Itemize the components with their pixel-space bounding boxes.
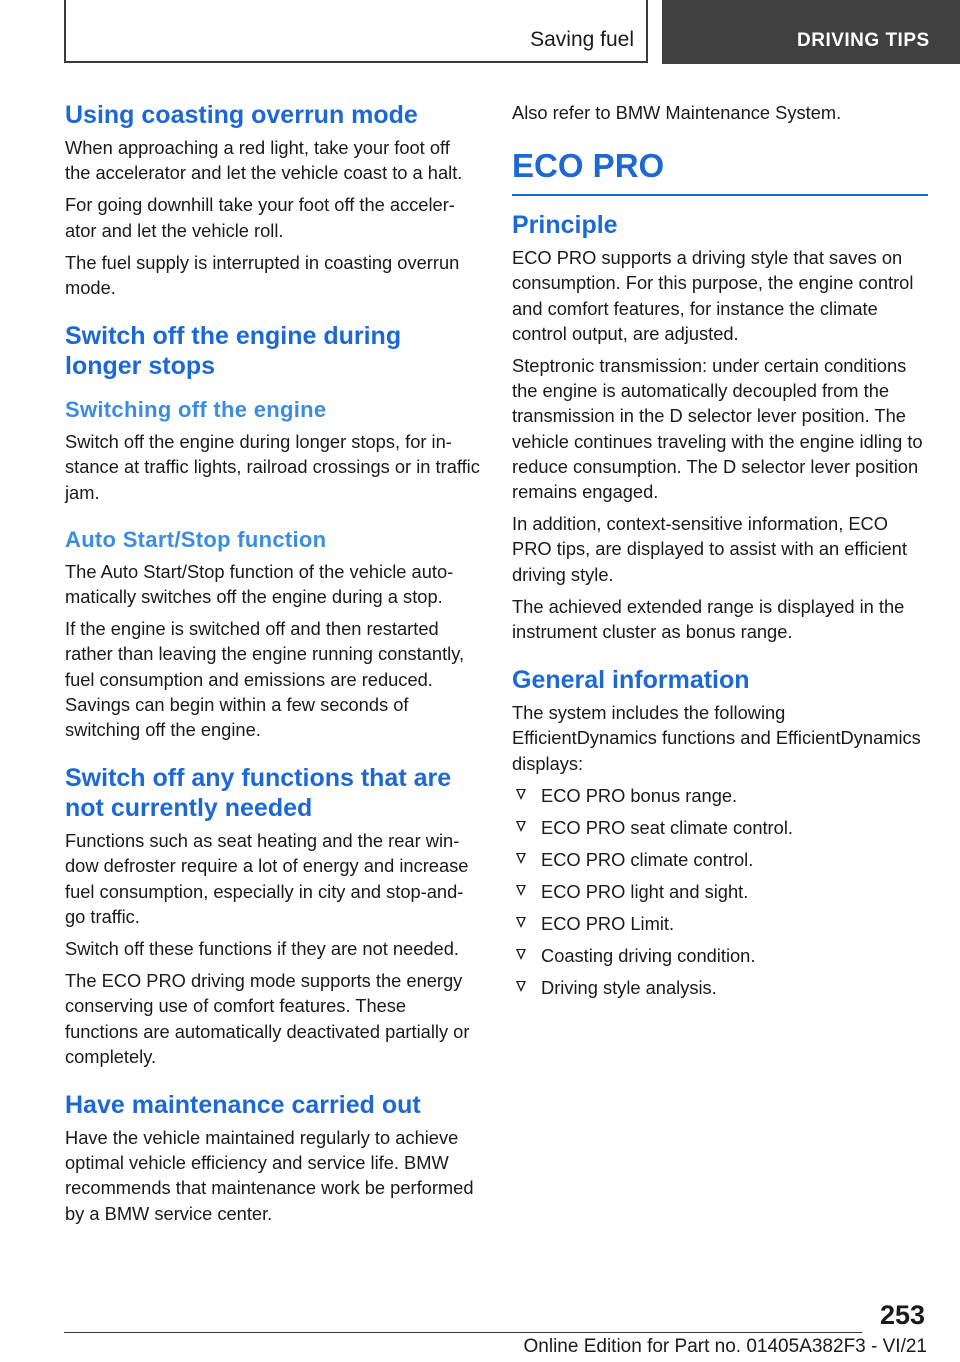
general-info-paragraph: The system includes the following EfficientDynamics functions and EfficientDynamics displays:: [512, 702, 921, 774]
functions-paragraph-1: Functions such as seat heating and the rear window defroster require a lot of energy and increase fuel consumption, especially in city and stop-and-go traffic.: [65, 830, 469, 927]
switching-subheading: Switching off the engine: [65, 397, 327, 423]
coasting-heading: Using coasting overrun mode: [65, 101, 418, 129]
functions-paragraph-2: Switch off these functions if they are not needed.: [65, 938, 459, 960]
list-item: Coasting driving condition.: [512, 943, 928, 968]
autostart-subheading: Auto Start/Stop function: [65, 526, 327, 552]
triangle-bullet-icon: [516, 885, 526, 896]
functions-paragraph-3: The ECO PRO driving mode supports the energy conserving use of comfort features. These functions are automatically deactivated partially or completely.: [65, 970, 470, 1067]
header-chapter-tab: DRIVING TIPS: [662, 0, 960, 64]
coasting-paragraph-3: The fuel supply is interrupted in coasting overrun mode.: [65, 251, 460, 299]
footer-divider: [64, 1332, 862, 1333]
left-column: [65, 100, 480, 1233]
principle-paragraph-1: ECO PRO supports a driving style that saves on consumption. For this purpose, the engine control and comfort features, for instance the climate control output, are adjusted.: [512, 247, 914, 344]
triangle-bullet-icon: [516, 917, 526, 928]
triangle-bullet-icon: [516, 789, 526, 800]
triangle-bullet-icon: [516, 949, 526, 960]
eco-pro-title: ECO PRO: [512, 146, 928, 196]
autostart-paragraph-2: If the engine is switched off and then restarted rather than leaving the engine running constantly, fuel consumption and emissions are reduced. Savings can begin within a few seconds of switching off the engine.: [65, 618, 465, 741]
efficient-dynamics-list: [512, 783, 928, 1000]
coasting-paragraph-1: When approaching a red light, take your foot off the accelerator and let the vehicle coast to a halt.: [65, 137, 463, 184]
principle-paragraph-3: In addition, context-sensitive information, ECO PRO tips, are displayed to assist with an efficient driving style.: [512, 513, 907, 585]
list-item: ECO PRO climate control.: [512, 847, 928, 872]
principle-heading: Principle: [512, 211, 618, 240]
general-info-heading: General information: [512, 666, 750, 695]
principle-paragraph-4: The achieved extended range is displayed in the instrument cluster as bonus range.: [512, 595, 905, 643]
list-item: ECO PRO Limit.: [512, 911, 928, 936]
functions-heading: Switch off any functions that are not currently needed: [65, 764, 452, 823]
footer-edition: Online Edition for Part no. 01405A382F3 - VI/21: [523, 1336, 927, 1357]
list-item: Driving style analysis.: [512, 975, 928, 1000]
page-header: [0, 0, 960, 64]
maintenance-heading: Have maintenance carried out: [65, 1091, 421, 1120]
coasting-paragraph-2: For going downhill take your foot off the accelerator and let the vehicle roll.: [65, 194, 455, 241]
maintenance-paragraph-1: Have the vehicle maintained regularly to achieve optimal vehicle efficiency and service life. BMW recommends that maintenance work be performed by a BMW service center.: [65, 1127, 474, 1224]
switching-paragraph-1: Switch off the engine during longer stops, for instance at traffic lights, railroad crossings or in traffic jam.: [65, 431, 480, 503]
right-column: [512, 100, 928, 1007]
principle-paragraph-2: Steptronic transmission: under certain conditions the engine is automatically decoupled from the transmission in the D selector lever position. The vehicle continues traveling with the engine idling to reduce consumption. The D selector lever position remains engaged.: [512, 355, 923, 503]
header-section-title: Saving fuel: [530, 28, 634, 51]
list-item: ECO PRO bonus range.: [512, 783, 928, 808]
autostart-paragraph-1: The Auto Start/Stop function of the vehicle automatically switches off the engine during a stop.: [65, 560, 454, 608]
maintenance-system-reference: Also refer to BMW Maintenance System.: [512, 102, 842, 123]
list-item: ECO PRO seat climate control.: [512, 815, 928, 840]
page-number: 253: [880, 1300, 926, 1330]
triangle-bullet-icon: [516, 981, 526, 992]
list-item: ECO PRO light and sight.: [512, 879, 928, 904]
switchoff-heading: Switch off the engine during longer stops: [65, 322, 402, 381]
triangle-bullet-icon: [516, 821, 526, 832]
triangle-bullet-icon: [516, 853, 526, 864]
